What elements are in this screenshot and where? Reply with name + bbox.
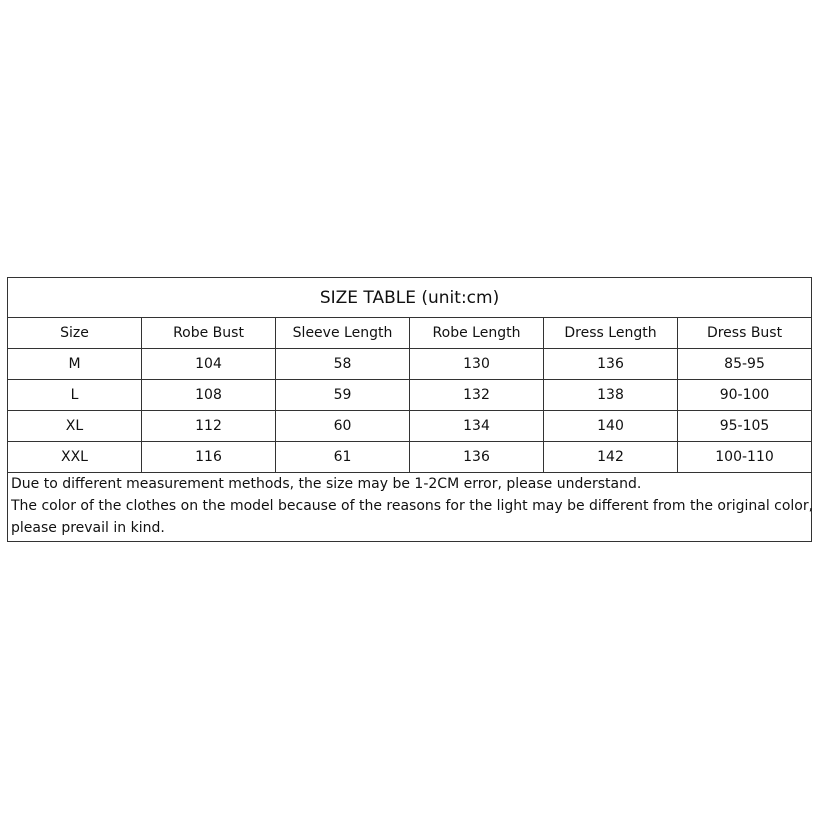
note-line: Due to different measurement methods, the size may be 1-2CM error, please understand. [11,476,642,492]
table-cell-dress-bust: 100-110 [678,442,812,473]
table-cell-dress-bust: 90-100 [678,380,812,411]
column-header-dress-length: Dress Length [544,318,678,349]
table-cell-robe-bust: 108 [142,380,276,411]
column-header-dress-bust: Dress Bust [678,318,812,349]
note-line: The color of the clothes on the model because of the reasons for the light may be different from the original color, [11,498,814,514]
notes-row [8,473,812,542]
table-cell-dress-length: 138 [544,380,678,411]
measurement-notes [8,473,812,542]
table-row [8,349,812,380]
table-row [8,411,812,442]
table-title: SIZE TABLE (unit:cm) [8,278,812,318]
table-cell-sleeve-length: 58 [276,349,410,380]
table-cell-size: M [8,349,142,380]
title-row [8,278,812,318]
table-cell-dress-bust: 95-105 [678,411,812,442]
table-cell-size: XXL [8,442,142,473]
column-header-size: Size [8,318,142,349]
table-cell-sleeve-length: 61 [276,442,410,473]
table-cell-sleeve-length: 60 [276,411,410,442]
table-cell-size: L [8,380,142,411]
table-cell-size: XL [8,411,142,442]
table-cell-robe-bust: 116 [142,442,276,473]
table-cell-dress-length: 140 [544,411,678,442]
table-cell-robe-length: 132 [410,380,544,411]
table-cell-robe-length: 136 [410,442,544,473]
table-cell-sleeve-length: 59 [276,380,410,411]
size-table [7,277,812,542]
column-header-robe-length: Robe Length [410,318,544,349]
table-cell-robe-length: 130 [410,349,544,380]
table-cell-robe-length: 134 [410,411,544,442]
table-row [8,380,812,411]
note-line: please prevail in kind. [11,520,165,536]
table-cell-dress-bust: 85-95 [678,349,812,380]
header-row [8,318,812,349]
table-cell-robe-bust: 112 [142,411,276,442]
table-row [8,442,812,473]
column-header-robe-bust: Robe Bust [142,318,276,349]
table-cell-dress-length: 136 [544,349,678,380]
table-cell-robe-bust: 104 [142,349,276,380]
table-cell-dress-length: 142 [544,442,678,473]
column-header-sleeve-length: Sleeve Length [276,318,410,349]
